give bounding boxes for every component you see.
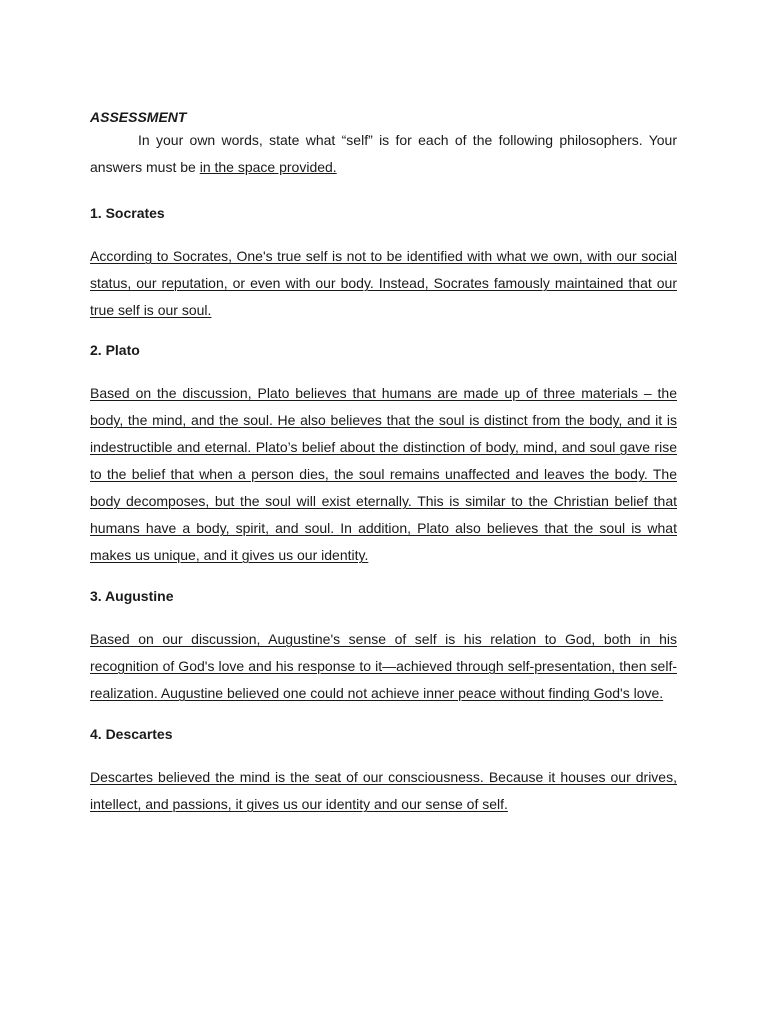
section-heading-descartes: 4. Descartes xyxy=(90,726,173,742)
answer-plato: Based on the discussion, Plato believes that humans are made up of three materials – the body, the mind, and the soul. He also believes that the soul is distinct from the body, and it is indestructible and eternal. Plato’s belief about the distinction of body, mind, and soul gave rise to the belief that when a person dies, the soul remains unaffected and leaves the body. The body decomposes, but the soul will exist eternally. This is similar to the Christian belief that humans have a body, spirit, and soul. In addition, Plato also believes that the soul is what makes us unique, and it gives us our identity. xyxy=(90,385,677,563)
section-heading-augustine: 3. Augustine xyxy=(90,588,174,604)
answer-socrates: According to Socrates, One's true self is not to be identified with what we own, with our social status, our reputation, or even with our body. Instead, Socrates famously maintained that our true self is our soul. xyxy=(90,248,677,318)
assessment-title: ASSESSMENT xyxy=(90,109,187,125)
assessment-page xyxy=(90,108,677,818)
section-heading-socrates: 1. Socrates xyxy=(90,205,165,221)
assessment-instructions xyxy=(90,127,677,181)
answer-augustine: Based on our discussion, Augustine's sense of self is his relation to God, both in his recognition of God's love and his response to it—achieved through self-presentation, then self-realization. Augustine believed one could not achieve inner peace without finding God's love. xyxy=(90,631,677,701)
instructions-text: In your own words, state what “self” is for each of the following philosophers. Your answers must be xyxy=(90,132,677,175)
answer-descartes: Descartes believed the mind is the seat of our consciousness. Because it houses our drives, intellect, and passions, it gives us our identity and our sense of self. xyxy=(90,769,677,812)
section-heading-plato: 2. Plato xyxy=(90,342,140,358)
instructions-underlined-text: in the space provided. xyxy=(199,159,337,175)
